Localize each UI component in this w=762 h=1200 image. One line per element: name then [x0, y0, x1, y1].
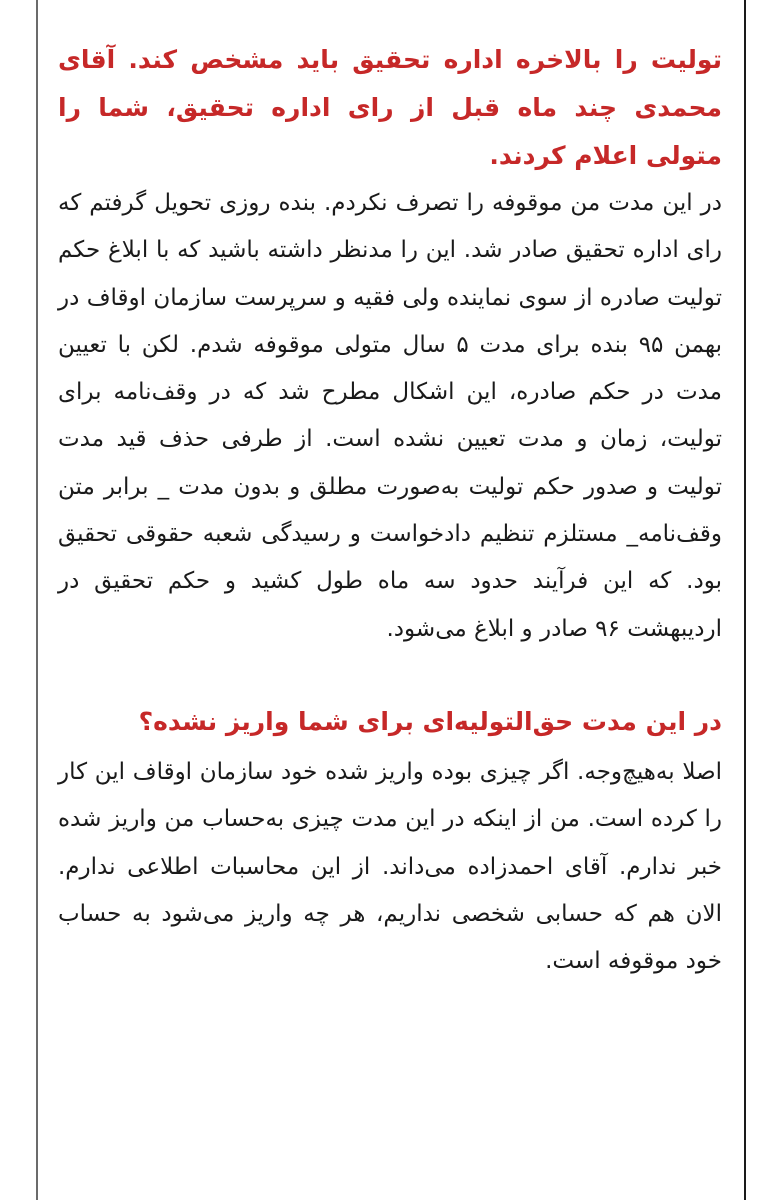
interview-answer-1: در این مدت من موقوفه را تصرف نکردم. بنده روزی تحویل گرفتم که رای اداره تحقیق صادر شد. این را مدنظر داشته باشید که با ابلاغ حکم تولیت صادره از سوی نماینده ولی فقیه و سرپرست سازمان اوقاف در بهمن ۹۵ بنده برای مدت ۵ سال متولی موقوفه شدم. لکن با تعیین مدت در حکم صادره، این اشکال مطرح شد که در وقف‌نامه برای تولیت، زمان و مدت تعیین نشده است. از طرفی حذف قید مدت تولیت و صدور حکم تولیت به‌صورت مطلق و بدون مدت _ برابر متن وقف‌نامه_ مستلزم تنظیم دادخواست و رسیدگی شعبه حقوقی تحقیق بود. که این فرآیند حدود سه ماه طول کشید و حکم تحقیق در اردیبهشت ۹۶ صادر و ابلاغ می‌شود.	[58, 190, 722, 642]
interview-question-1: تولیت را بالاخره اداره تحقیق باید مشخص کند. آقای محمدی چند ماه قبل از رای اداره تحقیق، شما را متولی اعلام کردند.	[58, 45, 722, 170]
interview-answer-2: اصلا به‌هیچ‌وجه. اگر چیزی بوده واریز شده خود سازمان اوقاف این کار را کرده است. من از اینکه در این مدت چیزی به‌حساب من واریز شده خبر ندارم. آقای احمدزاده می‌داند. از این محاسبات اطلاعی ندارم. الان هم که حسابی شخصی نداریم، هر چه واریز می‌شود به حساب خود موقوفه است.	[58, 758, 722, 975]
article-column	[58, 36, 722, 985]
left-column-rule	[36, 0, 38, 1200]
interview-question-2: در این مدت حق‌التولیه‌ای برای شما واریز نشده؟	[138, 706, 722, 736]
right-column-rule	[744, 0, 746, 1200]
